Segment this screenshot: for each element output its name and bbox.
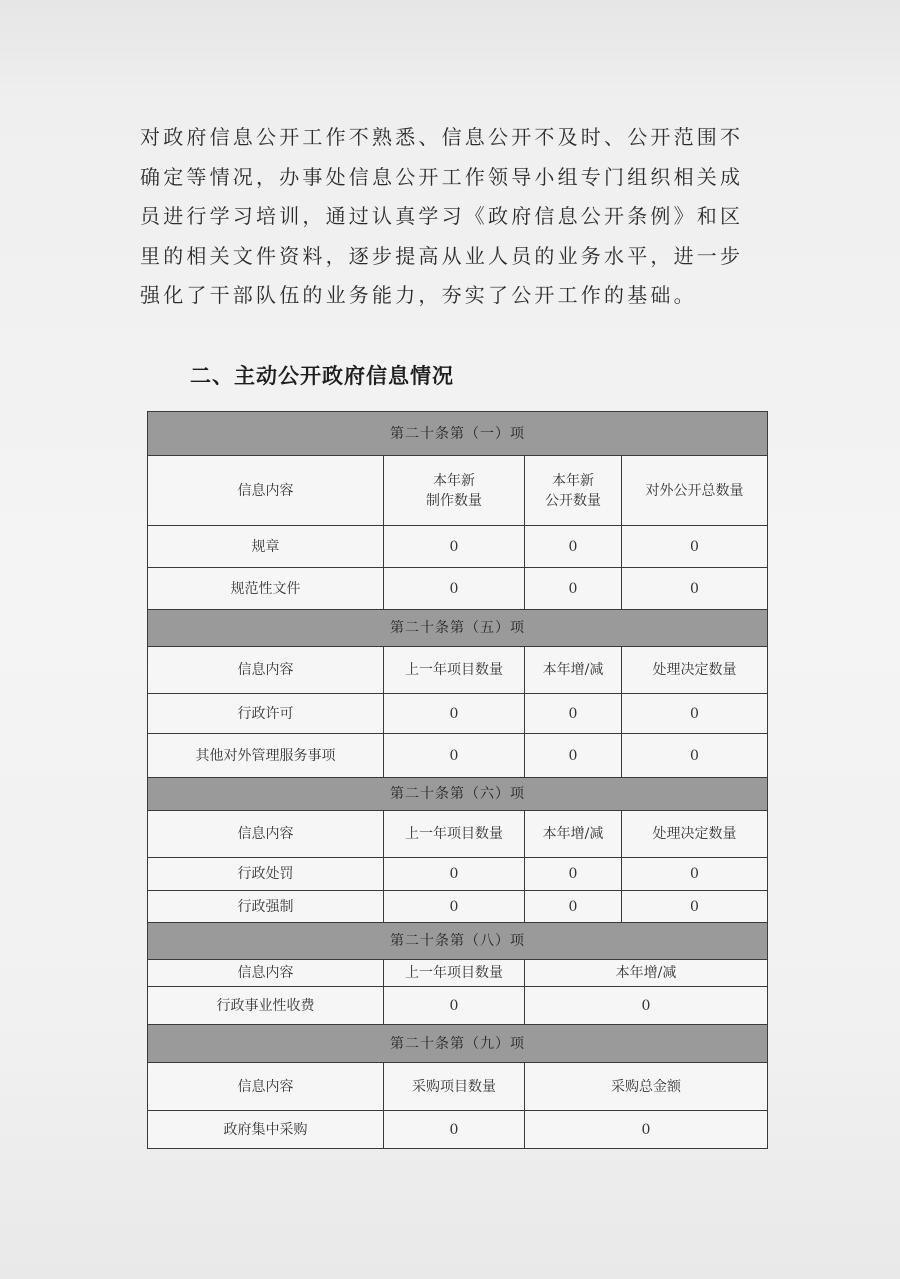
section-title: 第二十条第（八）项 — [148, 923, 768, 960]
cell-value: 0 — [384, 891, 525, 923]
row-label: 规章 — [148, 526, 384, 568]
header-row — [148, 1063, 768, 1111]
header-line: 本年新 — [433, 472, 475, 489]
header-cell: 信息内容 — [148, 1063, 384, 1111]
header-cell: 本年增/减 — [525, 647, 622, 694]
header-line: 制作数量 — [426, 492, 482, 509]
header-cell: 本年增/减 — [525, 960, 768, 987]
row-label: 其他对外管理服务事项 — [148, 734, 384, 778]
header-cell: 信息内容 — [148, 811, 384, 858]
table-row — [148, 526, 768, 568]
cell-value: 0 — [384, 568, 525, 610]
header-cell: 采购总金额 — [525, 1063, 768, 1111]
table-row — [148, 858, 768, 891]
paragraph-line: 员进行学习培训，通过认真学习《政府信息公开条例》和区 — [140, 204, 744, 228]
row-label: 行政许可 — [148, 694, 384, 734]
paragraph-line: 强化了干部队伍的业务能力，夯实了公开工作的基础。 — [140, 283, 697, 307]
section-heading: 二、主动公开政府信息情况 — [190, 364, 454, 388]
cell-value: 0 — [525, 891, 622, 923]
section-title: 第二十条第（九）项 — [148, 1025, 768, 1063]
table-row — [148, 694, 768, 734]
row-label: 政府集中采购 — [148, 1111, 384, 1149]
row-label: 行政事业性收费 — [148, 987, 384, 1025]
section-title: 第二十条第（一）项 — [148, 412, 768, 456]
cell-value: 0 — [525, 734, 622, 778]
cell-value: 0 — [525, 987, 768, 1025]
header-cell: 本年增/减 — [525, 811, 622, 858]
header-row — [148, 811, 768, 858]
header-cell: 处理决定数量 — [622, 811, 768, 858]
cell-value: 0 — [622, 526, 768, 568]
cell-value: 0 — [622, 568, 768, 610]
cell-value: 0 — [384, 1111, 525, 1149]
disclosure-table — [147, 411, 768, 1149]
header-cell: 上一年项目数量 — [384, 811, 525, 858]
cell-value: 0 — [525, 1111, 768, 1149]
cell-value: 0 — [525, 568, 622, 610]
cell-value: 0 — [622, 734, 768, 778]
header-cell: 上一年项目数量 — [384, 647, 525, 694]
section-title-row — [148, 923, 768, 960]
cell-value: 0 — [384, 694, 525, 734]
header-row — [148, 456, 768, 526]
section-title-row — [148, 1025, 768, 1063]
header-cell — [384, 456, 525, 526]
cell-value: 0 — [525, 858, 622, 891]
cell-value: 0 — [384, 858, 525, 891]
section-title: 第二十条第（五）项 — [148, 610, 768, 647]
header-cell: 处理决定数量 — [622, 647, 768, 694]
header-cell: 信息内容 — [148, 647, 384, 694]
table-row — [148, 987, 768, 1025]
header-line: 公开数量 — [545, 492, 601, 509]
table-row — [148, 734, 768, 778]
row-label: 行政强制 — [148, 891, 384, 923]
row-label: 规范性文件 — [148, 568, 384, 610]
header-cell — [525, 456, 622, 526]
table-row — [148, 568, 768, 610]
paragraph-line: 确定等情况，办事处信息公开工作领导小组专门组织相关成 — [140, 164, 744, 189]
section-title-row — [148, 610, 768, 647]
header-cell: 上一年项目数量 — [384, 960, 525, 987]
table-row — [148, 1111, 768, 1149]
cell-value: 0 — [525, 694, 622, 734]
cell-value: 0 — [622, 858, 768, 891]
section-title-row — [148, 778, 768, 811]
row-label: 行政处罚 — [148, 858, 384, 891]
header-line: 本年新 — [552, 472, 594, 489]
header-cell: 信息内容 — [148, 456, 384, 526]
cell-value: 0 — [525, 526, 622, 568]
body-paragraph — [140, 118, 780, 316]
cell-value: 0 — [622, 891, 768, 923]
paragraph-line: 对政府信息公开工作不熟悉、信息公开不及时、公开范围不 — [140, 125, 744, 149]
header-cell: 对外公开总数量 — [622, 456, 768, 526]
cell-value: 0 — [622, 694, 768, 734]
header-row — [148, 647, 768, 694]
section-title-row — [148, 412, 768, 456]
header-cell: 采购项目数量 — [384, 1063, 525, 1111]
header-row — [148, 960, 768, 987]
cell-value: 0 — [384, 734, 525, 778]
section-title: 第二十条第（六）项 — [148, 778, 768, 811]
header-cell: 信息内容 — [148, 960, 384, 987]
cell-value: 0 — [384, 526, 525, 568]
cell-value: 0 — [384, 987, 525, 1025]
table-row — [148, 891, 768, 923]
paragraph-line: 里的相关文件资料，逐步提高从业人员的业务水平，进一步 — [140, 243, 744, 268]
